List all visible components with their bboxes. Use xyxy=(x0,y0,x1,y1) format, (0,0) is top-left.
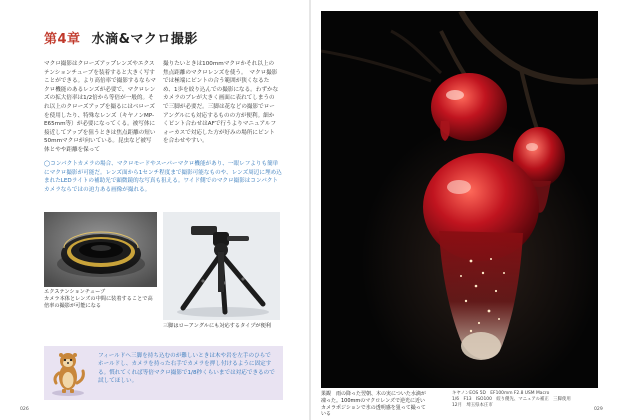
chapter-number: 第4章 xyxy=(44,32,81,47)
page-number-right: 029 xyxy=(594,407,603,412)
frozen-berries-illustration xyxy=(321,11,598,388)
tip-text: フィールドへ三脚を持ち込むのが難しいときは木や岩を左手のひらでホールドし、カメラを持った右手でカメラを押し付けるように固定する。慣れてくれば等倍マクロ撮影で1/8秒くらいまでは対応できるので試してほしい。 xyxy=(98,353,275,385)
page-number-left: 026 xyxy=(20,407,29,412)
compact-camera-note: ◯コンパクトカメラの場合、マクロモードやスーパーマクロ機能があり、一眼レフよりも簡単にマクロ撮影が可能だ。レンズ面から1センチ程度まで撮影可能なものや、レンズ周辺に埋め込まれたLEDライトの補助光で顕微鏡的な写真も狙える。ワイド側でのマクロ撮影はコンパクトカメラならではの迫力ある画像が撮れる。 xyxy=(44,161,282,193)
page-gutter xyxy=(309,0,311,420)
tripod-illustration xyxy=(163,212,280,320)
photo-caption: 果観 雨の降った翌朝、木の実についた水滴が凍った。100mmのマクロレンズで逆光に近いカメラポジションで氷の透明感を狙って撮っている xyxy=(321,391,426,418)
extension-tube-illustration xyxy=(44,212,157,287)
frozen-berries-photo xyxy=(321,11,598,388)
extension-tube-caption: エクステンションチューブ カメラ本体とレンズの中間に装着することで高倍率の撮影が可能になる xyxy=(44,289,153,310)
chapter-heading xyxy=(44,28,198,47)
chapter-title: 水滴&マクロ撮影 xyxy=(91,32,198,47)
photo-specs: キヤノンEOS 5D EF100mm F2.8 USM Macro 1/6 F13 ISO100 絞り優先、マニュアル補正 三脚使用 12月 埼玉県本庄市 xyxy=(452,391,571,409)
extension-tube-photo xyxy=(44,212,157,287)
otter-mascot-icon xyxy=(48,349,88,397)
tripod-caption: 三脚はローアングルにも対応するタイプが便利 xyxy=(163,323,271,329)
body-text-column-2: 撮りたいときは100mmマクロかそれ以上の焦点距離のマクロレンズを使う。 マクロ撮影では極端にピントの合う範囲が狭くなるため、1歩を絞り込んでの撮影になる。わずかなカメラのブレが大きく画面に表れてしまうので三脚が必要だ。三脚は花などの撮影でローアングルにも対応するものの方が便利。細かくピント合わせはAFで行うよりマニュアルフォーカスで対応した方が好みの場所にピントを合わせやすい。 xyxy=(163,61,279,145)
tripod-photo xyxy=(163,212,280,320)
body-text-column-1: マクロ撮影はクローズアップレンズやエクステンションチューブを装着すると大きく写すことができる。より高倍率で撮影するならマクロ機能のあるレンズが必要で、マクロレンズの拡大倍率は1/2倍から等倍が一般的。それ以上のクローズアップを撮るにはベローズを使用したり、特殊なレンズ（キヤノンMP-E65mm等）が必要になってくる。被写体に接近してアップを狙うときは焦点距離の短い50mmマクロが向いている。昆虫など被写体とやや距離を保って xyxy=(44,61,156,153)
